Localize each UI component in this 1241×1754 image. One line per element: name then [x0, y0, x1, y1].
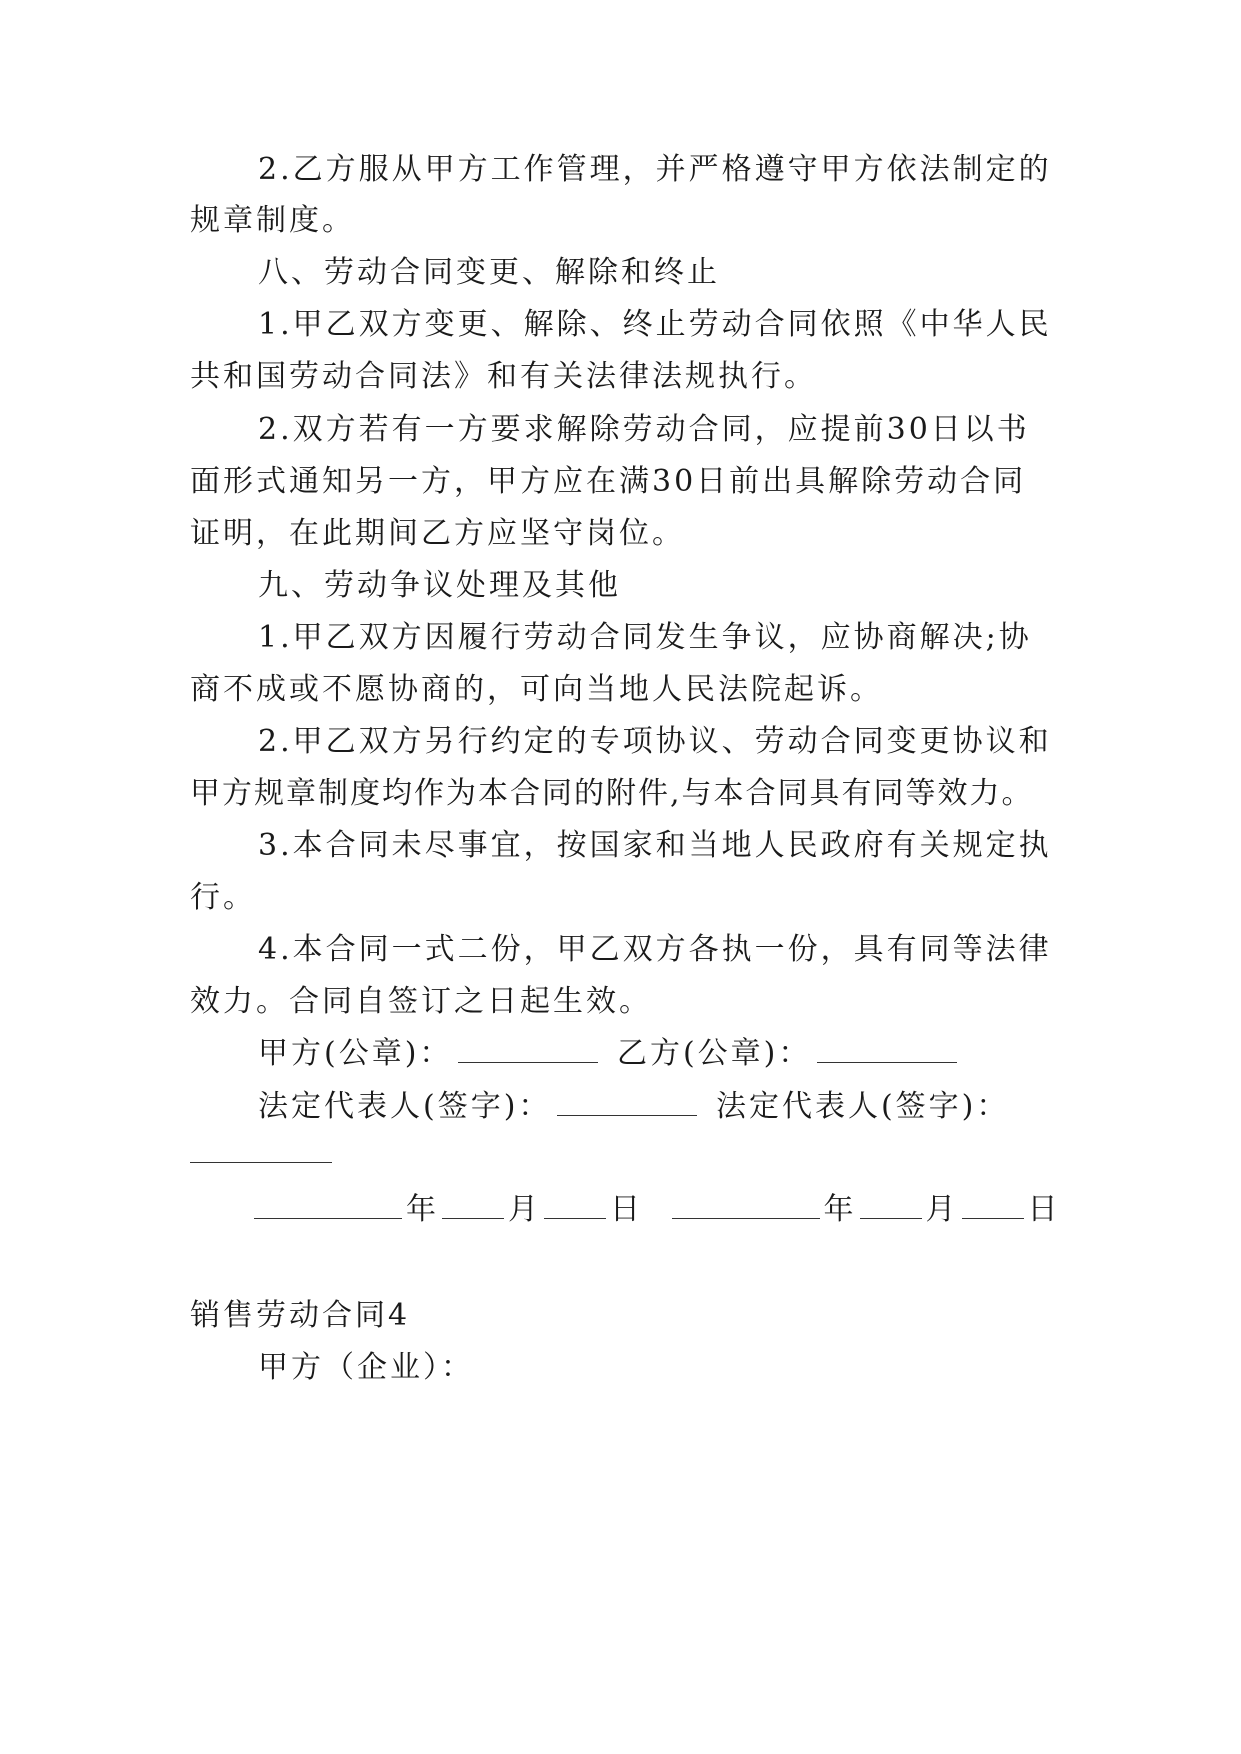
clause-8-1-line-2: 共和国劳动合同法》和有关法律法规执行。: [190, 359, 817, 394]
representative-row: [258, 1087, 1009, 1127]
seal-row: [258, 1034, 963, 1074]
party-a-year-blank[interactable]: [254, 1190, 402, 1219]
month-unit: 月: [508, 1192, 540, 1227]
clause-9-3-line-2: 行。: [190, 880, 256, 915]
next-contract-title: 销售劳动合同4: [190, 1298, 411, 1333]
day-unit: 日: [1027, 1192, 1060, 1227]
clause-7-2-line-1: 2.乙方服从甲方工作管理，并严格遵守甲方依法制定的: [258, 152, 1052, 187]
clause-8-2-line-1: 2.双方若有一方要求解除劳动合同，应提前30日以书: [258, 412, 1030, 447]
clause-9-4-line-2: 效力。合同自签订之日起生效。: [190, 984, 652, 1019]
clause-9-4-line-1: 4.本合同一式二份，甲乙双方各执一份，具有同等法律: [258, 932, 1052, 967]
clause-8-1-line-1: 1.甲乙双方变更、解除、终止劳动合同依照《中华人民: [258, 307, 1052, 342]
party-a-seal-label: 甲方(公章)：: [258, 1036, 453, 1071]
year-unit: 年: [823, 1192, 856, 1227]
month-unit: 月: [925, 1192, 958, 1227]
party-b-seal-label: 乙方(公章)：: [616, 1036, 812, 1071]
party-b-day-blank[interactable]: [962, 1190, 1024, 1219]
party-b-seal-blank[interactable]: [817, 1034, 957, 1063]
clause-9-1-line-1: 1.甲乙双方因履行劳动合同发生争议，应协商解决;协: [258, 620, 1032, 655]
clause-7-2-line-2: 规章制度。: [190, 203, 355, 238]
party-a-day-blank[interactable]: [544, 1190, 606, 1219]
day-unit: 日: [610, 1192, 642, 1227]
rep-a-label: 法定代表人(签字)：: [258, 1089, 552, 1124]
clause-9-1-line-2: 商不成或不愿协商的，可向当地人民法院起诉。: [190, 672, 883, 707]
clause-8-2-line-2: 面形式通知另一方，甲方应在满30日前出具解除劳动合同: [190, 464, 1027, 499]
party-b-month-blank[interactable]: [860, 1190, 922, 1219]
party-a-seal-blank[interactable]: [458, 1034, 598, 1063]
party-a-month-blank[interactable]: [442, 1190, 504, 1219]
clause-9-2-line-1: 2.甲乙双方另行约定的专项协议、劳动合同变更协议和: [258, 724, 1052, 759]
rep-a-blank[interactable]: [557, 1087, 697, 1116]
clause-8-2-line-3: 证明，在此期间乙方应坚守岗位。: [190, 516, 685, 551]
section-9-heading: 九、劳动争议处理及其他: [258, 568, 621, 603]
section-8-heading: 八、劳动合同变更、解除和终止: [258, 255, 720, 290]
party-b-year-blank[interactable]: [672, 1190, 820, 1219]
clause-9-3-line-1: 3.本合同未尽事宜，按国家和当地人民政府有关规定执: [258, 828, 1052, 863]
clause-9-2-line-2: 甲方规章制度均作为本合同的附件,与本合同具有同等效力。: [190, 776, 1034, 811]
rep-b-label: 法定代表人(签字)：: [715, 1089, 1010, 1124]
rep-b-blank[interactable]: [190, 1162, 332, 1163]
date-row: [254, 1190, 1064, 1230]
next-contract-party-a: 甲方（企业）：: [258, 1350, 474, 1385]
year-unit: 年: [406, 1192, 438, 1227]
